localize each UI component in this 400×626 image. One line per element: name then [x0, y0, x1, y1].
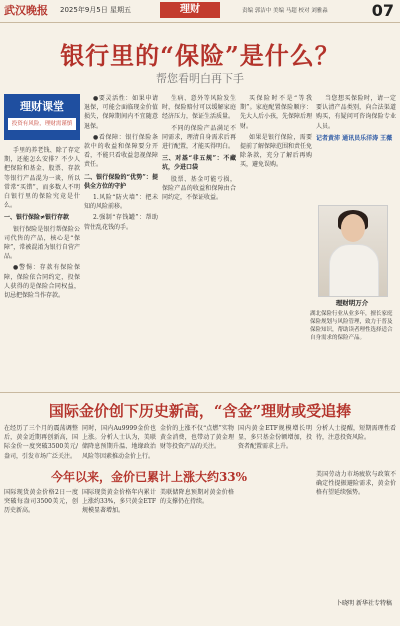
article1-column-1 [4, 146, 80, 386]
paragraph: 当您想买保险时，请一定要认清产品类别，向合法渠道购买，有疑问可咨询保险专业人员。 [316, 95, 396, 130]
article3-column-1: 国际现货黄金价格2日一度突破每盎司3500美元，创历史新高。 [4, 489, 78, 515]
page-number: 07 [371, 1, 394, 20]
logo: 武汉晚报 [4, 4, 48, 17]
paragraph: ●警惕：存款有保险保障，保险依合同约定，投保人获得的是保险合同权益，切忌把保险当作存款。 [4, 264, 80, 300]
section-divider [0, 392, 400, 393]
article1-title: 银行里的“保险”是什么？ [60, 41, 340, 70]
article1-column-5 [316, 94, 396, 202]
expert-photo [318, 205, 388, 297]
issue-date: 2025年9月5日 星期五 [60, 6, 131, 14]
article2-column-3: 金价的上涨不仅“点燃”实物黄金消费，也带动了黄金理财等投资产品的关注。 [160, 425, 234, 451]
article3-column-4: 美国劳动力市场疲软与政策不确定性提振避险需求，黄金价格有望延续强势。 [316, 471, 396, 497]
article3-title: 今年以来，金价已累计上涨大约33% [50, 470, 248, 484]
paragraph: ●要灵活性：如果申请退保，可能会面临现金价值损失，保障期间内不宜随意退保。 [84, 95, 158, 130]
class-box-title: 理财课堂 [20, 100, 64, 113]
article1-column-2 [84, 94, 158, 386]
article1-author: 记者黄沛 通讯员乐洋涛 王薇 [316, 134, 393, 142]
photo-caption: 理财明万介 [335, 299, 369, 307]
section-heading: 二、银行保险的“优势”：提供全方位的守护 [84, 173, 158, 190]
section-heading: 三、对基“非五规”：不藏坑，少进口袋 [162, 155, 236, 172]
paragraph: 如果是银行保险，需要提前了解保障范围和责任免除条款，充分了解后再购买，避免误购。 [240, 133, 312, 169]
finance-class-box [4, 94, 80, 140]
article2-column-4: 国内黄金ETF规模增长明显，多只基金份额增加，投资者配置需求上升。 [238, 425, 312, 451]
paragraph: 1.风险“防火墙”：把未知的风险前移。 [84, 194, 158, 211]
article2-column-1: 在经历了三个月的震荡调整后，黄金近期再创新高，国际金价一度突破3500美元/盎司，引发市场广泛关注。 [4, 425, 78, 460]
paragraph: 2.强制“存钱罐”：帮助管住乱花钱的手。 [84, 214, 158, 231]
article3-column-3: 美联储降息预期对黄金价格的支撑仍在持续。 [160, 489, 234, 506]
article1-column-3 [162, 94, 236, 386]
paragraph: 银行保险是银行帮保险公司代售的产品，核心是“保障”，常被混淆为银行自营产品。 [4, 225, 80, 261]
paragraph: 不同的保险产品满足不同需求，理清自身需求后再进行配置，才能买得明白。 [162, 124, 236, 151]
article2-title: 国际金价创下历史新高，“含金”理财或受追捧 [48, 402, 352, 420]
article1-subtitle: 帮您看明白再下手 [156, 72, 244, 85]
class-box-subtitle: 投资有风险，理财需谨慎 [8, 118, 76, 130]
paragraph: 手里的养老钱、除了存定期，还能怎么安排？不少人把保险和基金、股票、存款等银行产品混为一谈，所以常常“买错”，而多数人不明白银行里的保险究竟是什么。 [4, 147, 80, 210]
paragraph: 生病、意外等风险发生时，保险赔付可以缓解家庭经济压力，保证生活质量。 [162, 95, 236, 121]
article2-column-2: 同时，国内Au9999金价也上涨。分析人士认为，美联储降息预期升温、地缘政治风险等因素推动金价上行。 [82, 425, 156, 460]
article2-column-5: 分析人士提醒，短期需理性看待，注意投资风险。 [316, 425, 396, 442]
section-tag: 理财 [160, 2, 220, 18]
editor-credits: 责编 郭洁中 美编 马超 校对 刘雅淼 [242, 8, 328, 14]
section-heading: 一、银行保险≠银行存款 [4, 214, 70, 222]
paragraph: 股票、基金可能亏损，保险产品的收益和保障由合同约定，不保证收益。 [162, 175, 236, 202]
article3-byline: 卜晓明 新华社专特稿 [336, 600, 392, 607]
paragraph: 买保险时不是“等我期”。家庭配置保险顺序：先大人后小孩，先保障后理财。 [240, 95, 312, 130]
masthead [0, 0, 400, 23]
paragraph: ●看保障：银行保险条款中的收益和保障要分开看，不能只看收益忽视保障责任。 [84, 133, 158, 169]
expert-bio: 湖北保险行业从业多年，擅长家庭保险规划与风险管理，致力于普及保险知识，帮助读者理性选择适合自身需求的保险产品。 [310, 311, 393, 341]
article3-column-2: 国际现货黄金价格年内累计上涨约33%，多只黄金ETF规模显著增加。 [82, 489, 156, 515]
article1-column-4 [240, 94, 312, 386]
